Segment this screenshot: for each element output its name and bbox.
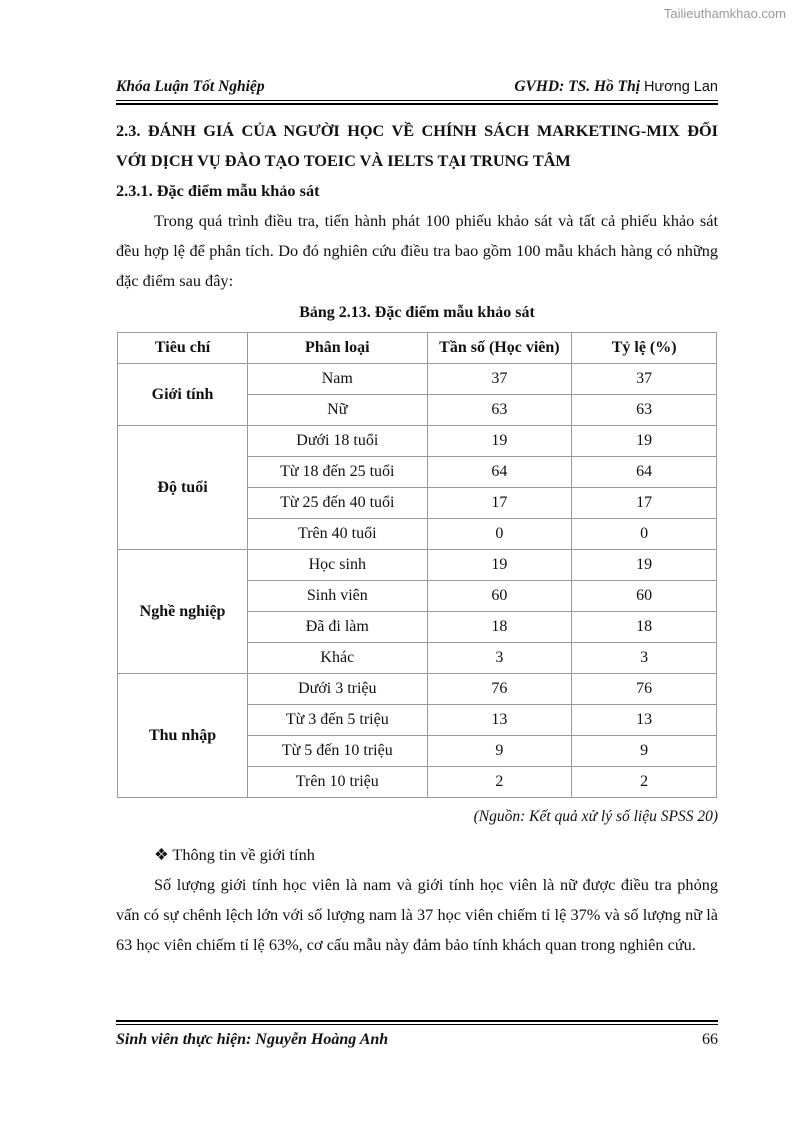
col-header-frequency: Tần số (Học viên)	[427, 333, 572, 364]
percent-cell: 3	[572, 643, 717, 674]
category-cell: Nam	[248, 364, 427, 395]
category-cell: Từ 3 đến 5 triệu	[248, 705, 427, 736]
frequency-cell: 64	[427, 457, 572, 488]
percent-cell: 0	[572, 519, 717, 550]
percent-cell: 17	[572, 488, 717, 519]
criterion-cell: Giới tính	[118, 364, 248, 426]
percent-cell: 19	[572, 426, 717, 457]
percent-cell: 9	[572, 736, 717, 767]
table-row	[118, 364, 717, 395]
frequency-cell: 17	[427, 488, 572, 519]
criterion-cell: Nghề nghiệp	[118, 550, 248, 674]
footer-student: Sinh viên thực hiện: Nguyễn Hoàng Anh	[116, 1031, 389, 1048]
percent-cell: 63	[572, 395, 717, 426]
table-row	[118, 426, 717, 457]
frequency-cell: 18	[427, 612, 572, 643]
percent-cell: 60	[572, 581, 717, 612]
percent-cell: 64	[572, 457, 717, 488]
category-cell: Từ 18 đến 25 tuổi	[248, 457, 427, 488]
category-cell: Học sinh	[248, 550, 427, 581]
frequency-cell: 2	[427, 767, 572, 798]
survey-sample-table	[117, 332, 717, 798]
percent-cell: 76	[572, 674, 717, 705]
diamond-bullet-icon: ❖	[154, 845, 169, 864]
subsection-heading: 2.3.1. Đặc điểm mẫu khảo sát	[116, 181, 320, 200]
frequency-cell: 63	[427, 395, 572, 426]
percent-cell: 13	[572, 705, 717, 736]
criterion-cell: Độ tuổi	[118, 426, 248, 550]
frequency-cell: 76	[427, 674, 572, 705]
watermark: Tailieuthamkhao.com	[663, 6, 786, 21]
table-caption: Bảng 2.13. Đặc điểm mẫu khảo sát	[299, 304, 535, 321]
page-number: 66	[702, 1031, 718, 1048]
frequency-cell: 19	[427, 550, 572, 581]
category-cell: Từ 5 đến 10 triệu	[248, 736, 427, 767]
category-cell: Dưới 3 triệu	[248, 674, 427, 705]
header-supervisor-plain: Hương Lan	[643, 79, 718, 95]
table-header-row	[118, 333, 717, 364]
gender-info-heading	[154, 840, 718, 870]
category-cell: Nữ	[248, 395, 427, 426]
category-cell: Đã đi làm	[248, 612, 427, 643]
frequency-cell: 37	[427, 364, 572, 395]
frequency-cell: 9	[427, 736, 572, 767]
page-footer	[116, 1020, 718, 1049]
header-supervisor-bold: GVHD: TS. Hồ Thị	[514, 78, 641, 95]
page-content	[116, 116, 718, 960]
frequency-cell: 3	[427, 643, 572, 674]
category-cell: Trên 10 triệu	[248, 767, 427, 798]
category-cell: Dưới 18 tuổi	[248, 426, 427, 457]
category-cell: Sinh viên	[248, 581, 427, 612]
frequency-cell: 13	[427, 705, 572, 736]
section-heading: 2.3. ĐÁNH GIÁ CỦA NGƯỜI HỌC VỀ CHÍNH SÁCH MARKETING-MIX ĐỐI VỚI DỊCH VỤ ĐÀO TẠO TOEIC VÀ IELTS TẠI TRUNG TÂM	[116, 121, 718, 170]
table-row	[118, 674, 717, 705]
criterion-cell: Thu nhập	[118, 674, 248, 798]
header-divider	[116, 103, 718, 105]
category-cell: Trên 40 tuổi	[248, 519, 427, 550]
category-cell: Từ 25 đến 40 tuổi	[248, 488, 427, 519]
table-row	[118, 550, 717, 581]
frequency-cell: 60	[427, 581, 572, 612]
col-header-category: Phân loại	[248, 333, 427, 364]
percent-cell: 2	[572, 767, 717, 798]
category-cell: Khác	[248, 643, 427, 674]
percent-cell: 18	[572, 612, 717, 643]
col-header-percent: Tỷ lệ (%)	[572, 333, 717, 364]
table-source-note: (Nguồn: Kết quả xử lý số liệu SPSS 20)	[473, 808, 718, 825]
header-supervisor	[514, 78, 718, 96]
percent-cell: 37	[572, 364, 717, 395]
footer-divider	[116, 1024, 718, 1025]
frequency-cell: 0	[427, 519, 572, 550]
page-header	[116, 78, 718, 101]
intro-paragraph: Trong quá trình điều tra, tiến hành phát 100 phiếu khảo sát và tất cả phiếu khảo sát đều hợp lệ để phân tích. Do đó nghiên cứu điều tra bao gồm 100 mẫu khách hàng có những đặc điểm sau đây:	[116, 211, 718, 290]
gender-info-title: Thông tin về giới tính	[172, 845, 315, 864]
col-header-criterion: Tiêu chí	[118, 333, 248, 364]
percent-cell: 19	[572, 550, 717, 581]
header-thesis-title: Khóa Luận Tốt Nghiệp	[116, 78, 265, 95]
gender-info-paragraph: Số lượng giới tính học viên là nam và giới tính học viên là nữ được điều tra phỏng vấn có sự chênh lệch lớn với số lượng nam là 37 học viên chiếm tỉ lệ 37% và số lượng nữ là 63 học viên chiếm tỉ lệ 63%, cơ cấu mẫu này đảm bảo tính khách quan trong nghiên cứu.	[116, 875, 718, 954]
frequency-cell: 19	[427, 426, 572, 457]
